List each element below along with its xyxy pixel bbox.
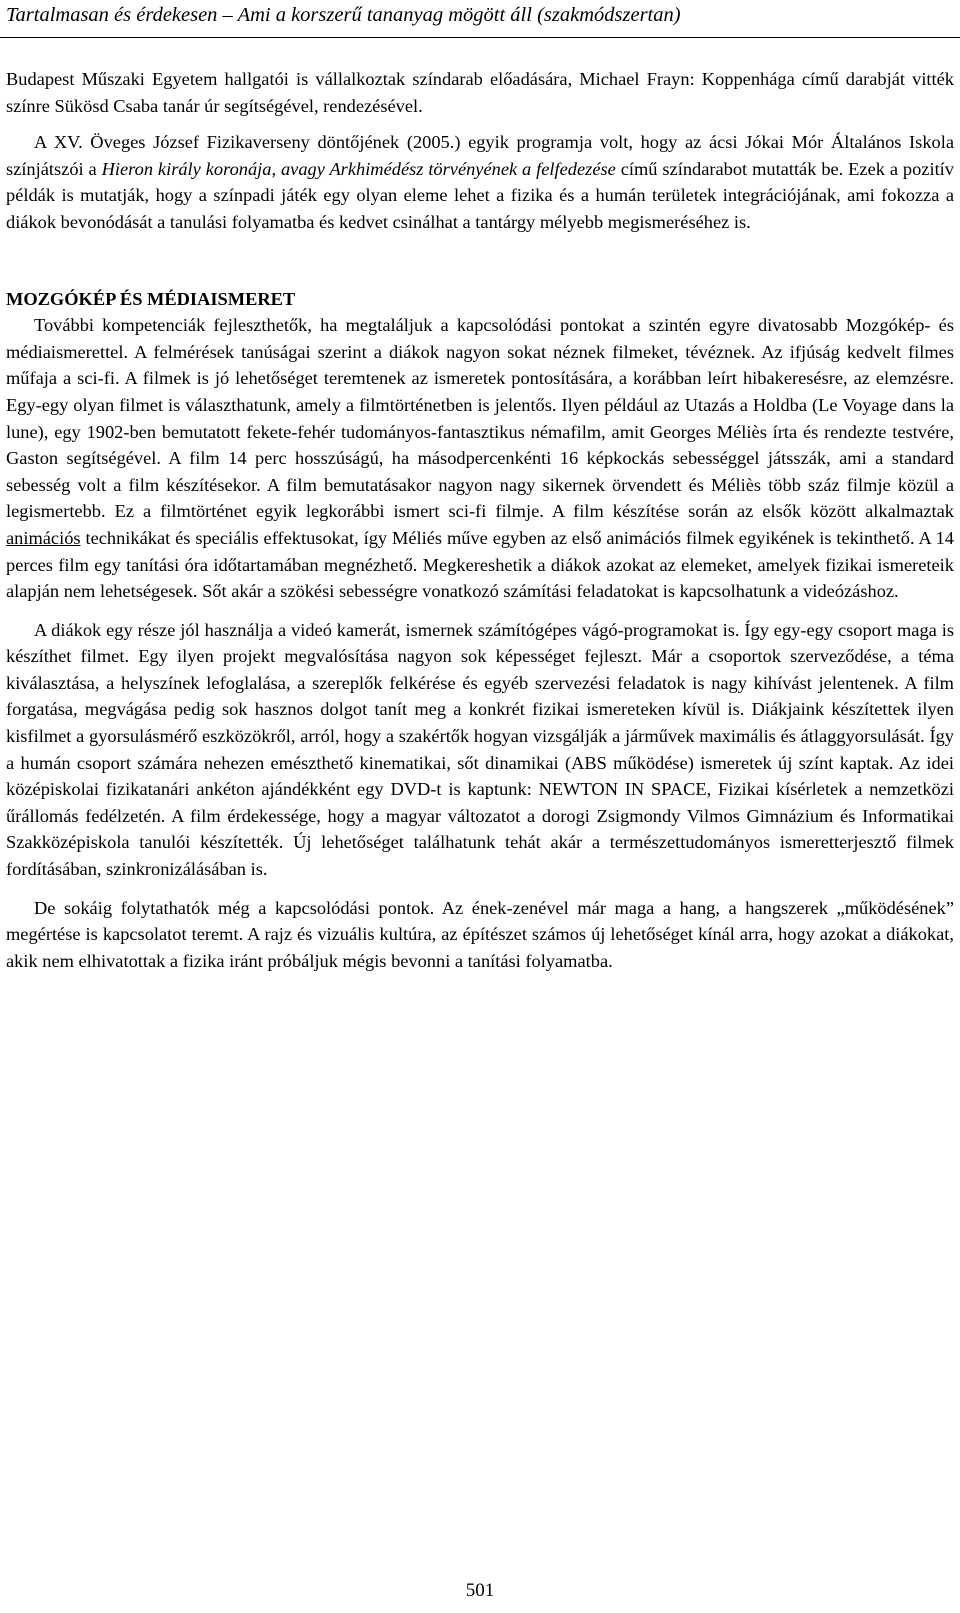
- paragraph-koppenhaga: Budapest Műszaki Egyetem hallgatói is vállalkoztak színdarab előadására, Michael Frayn: Koppenhága című darabját vitték színre Sükösd Csaba tanár úr segítségével, rendezésével.: [6, 69, 954, 116]
- running-title: Tartalmasan és érdekesen – Ami a korszerű tananyag mögött áll (szakmódszertan): [6, 4, 681, 26]
- paragraph-video: A diákok egy része jól használja a videó kamerát, ismernek számítógépes vágó-programokat is. Így egy-egy csoport maga is készíthet filmet. Egy ilyen projekt megvalósítása nagyon sok képességet fejleszt. Már a csoportok szerveződése, a téma kiválasztása, a helyszínek lefoglalása, a szereplők felkérése és egyéb szervezési feladatok is nagy kihívást jelentenek. A film forgatása, megvágása pedig sok hasznos dolgot tanít meg a konkrét fizikai ismereteken kívül is. Diákjaink készítettek ilyen kisfilmet a gyorsulásmérő eszközökről, arról, hogy a szakértők hogyan vizsgálják a járművek maximális és átlaggyorsulását. Így a humán csoport számára nehezen emészthető kinematikai, sőt dinamikai (ABS működése) ismeretek új színt kaptak. Az idei középiskolai fizikatanári ankéton ajándékként egy DVD-t is kaptunk: NEWTON IN SPACE, Fizikai kísérletek a nemzetközi űrállomás fedélzetén. A film érdekessége, hogy a magyar változatot a dorogi Zsigmondy Vilmos Gimnázium és Informatikai Szakközépiskola tanulói készítették. Új lehetőséget találhatunk tehát akár a természettudományos ismeretterjesztő filmek fordításában, szinkronizálásában is.: [6, 619, 954, 880]
- paragraph-oveges-text-a: A XV. Öveges József Fizikaverseny döntőjének (2005.) egyik programja volt, hogy az ácsi Jókai Mór Általános Iskola színjátszói a: [6, 132, 954, 179]
- header-rule: [0, 37, 960, 38]
- page-number: 501: [465, 1580, 495, 1601]
- paragraph-oveges-text-b: című színdarabot mutatták be. Ezek a pozitív példák is mutatják, hogy a színpadi játék egy olyan eleme lehet a fizika és a humán területek integrációjának, ami fokozza a diákok bevonódását a tanulási folyamatba és kedvet csinálhat a tantárgy mélyebb megismeréséhez is.: [6, 158, 954, 232]
- paragraph-media-text-b: technikákat és speciális effektusokat, így Méliés műve egyben az első animációs filmek egyikének is tekinthető. A 14 perces film egy tanítási óra időtartamában megnézhető. Megkereshetik a diákok azokat az elemeket, amelyek fizikai ismereteik alapján nem lehetségesek. Sőt akár a szökési sebességre vonatkozó számítási feladatokat is kapcsolhatunk a videózáshoz.: [6, 527, 954, 602]
- paragraph-oveges: [6, 129, 954, 235]
- running-header: [0, 0, 960, 42]
- paragraph-media: [6, 312, 954, 605]
- animacios-link[interactable]: animációs: [6, 527, 81, 548]
- paragraph-connections: De sokáig folytathatók még a kapcsolódási pontok. Az ének-zenével már maga a hang, a hangszerek „működésének” megértése is kapcsolatot teremt. A rajz és vizuális kultúra, az építészet számos új lehetőséget kínál arra, hogy azokat a diákokat, akik nem elhivatottak a fizika iránt próbáljuk mégis bevonni a tanítási folyamatba.: [6, 897, 954, 971]
- paragraph-media-text-a: További kompetenciák fejleszthetők, ha megtaláljuk a kapcsolódási pontokat a szintén egyre divatosabb Mozgókép- és médiaismerettel. A felmérések tanúságai szerint a diákok nagyon sokat néznek filmeket, tévéznek. Az ifjúság kedvelt filmes műfaja a sci-fi. A filmek is jó lehetőséget teremtenek az ismeretek pontosítására, a korábban leírt hibakeresésre, az elemzésre. Egy-egy olyan filmet is választhatunk, amely a filmtörténetben is jelentős. Ilyen például az Utazás a Holdba (Le Voyage dans la lune), egy 1902-ben bemutatott fekete-fehér tudományos-fantasztikus némafilm, amit Georges Méliès írta és rendezte testvére, Gaston segítségével. A film 14 perc hosszúságú, ha másodpercenkénti 16 képkockás sebességgel játsszák, ami a standard sebesség volt a film készítésekor. A film bemutatásakor nagyon nagy sikernek örvendett és Méliès több száz filmje közül a legismertebb. Ez a filmtörténet egyik legkorábbi ismert sci-fi filmje. A film készítése során az elsők között alkalmaztak: [6, 315, 954, 522]
- page-body: [6, 66, 954, 974]
- play-title: Hieron király koronája, avagy Arkhimédész törvényének a felfedezése: [101, 158, 616, 179]
- section-heading: MOZGÓKÉP ÉS MÉDIAISMERET: [6, 288, 296, 309]
